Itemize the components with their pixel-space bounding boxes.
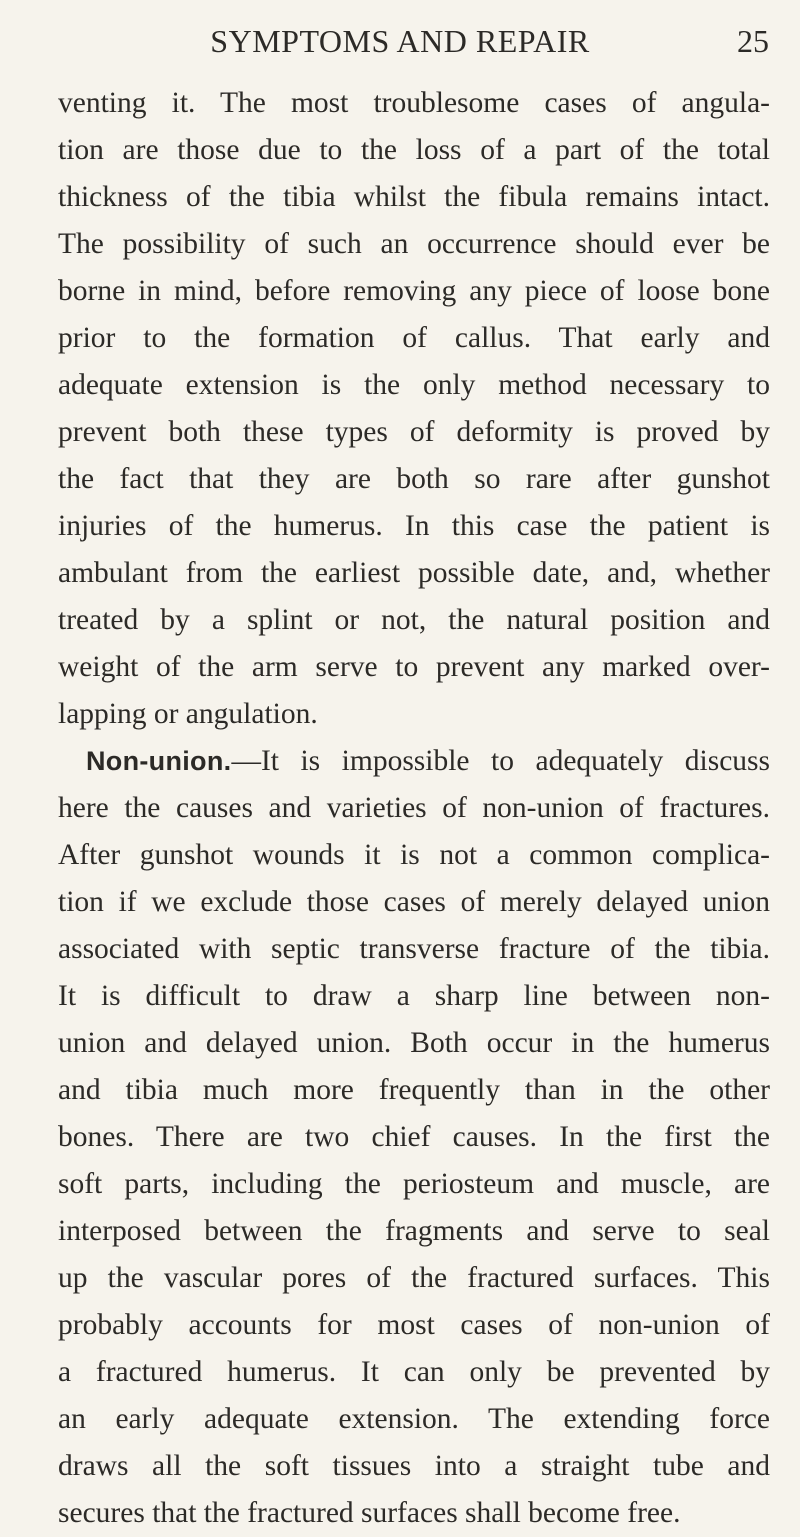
heading-line-text: —It is impossible to adequately discuss (231, 745, 770, 777)
text-line: tion if we exclude those cases of merely delayed union (58, 886, 770, 918)
text-line: draws all the soft tissues into a straight tube and (58, 1450, 770, 1482)
body-text (58, 80, 770, 1537)
text-line: the fact that they are both so rare after gunshot (58, 463, 770, 495)
text-line: After gunshot wounds it is not a common complica- (58, 839, 770, 871)
text-line: bones. There are two chief causes. In the first the (58, 1121, 770, 1153)
text-line: a fractured humerus. It can only be prevented by (58, 1356, 770, 1388)
page-number: 25 (737, 23, 769, 59)
text-line: thickness of the tibia whilst the fibula remains intact. (58, 181, 770, 213)
text-line: up the vascular pores of the fractured surfaces. This (58, 1262, 770, 1294)
text-line (58, 738, 770, 785)
page-header (0, 16, 800, 66)
text-line: prevent both these types of deformity is proved by (58, 416, 770, 448)
text-line: It is difficult to draw a sharp line between non- (58, 980, 770, 1012)
text-line: soft parts, including the periosteum and muscle, are (58, 1168, 770, 1200)
text-line: associated with septic transverse fracture of the tibia. (58, 933, 770, 965)
text-line: adequate extension is the only method necessary to (58, 369, 770, 401)
text-line: union and delayed union. Both occur in the humerus (58, 1027, 770, 1059)
text-line: The possibility of such an occurrence should ever be (58, 228, 770, 260)
text-line: weight of the arm serve to prevent any marked over- (58, 651, 770, 683)
section-heading: Non-union. (86, 746, 232, 776)
text-line: probably accounts for most cases of non-union of (58, 1309, 770, 1341)
text-line: prior to the formation of callus. That early and (58, 322, 770, 354)
text-line: an early adequate extension. The extending force (58, 1403, 770, 1435)
text-line: and tibia much more frequently than in the other (58, 1074, 770, 1106)
text-line: venting it. The most troublesome cases of angula- (58, 87, 770, 119)
text-line: injuries of the humerus. In this case the patient is (58, 510, 770, 542)
running-title: SYMPTOMS AND REPAIR (210, 23, 590, 59)
text-line: lapping or angulation. (58, 698, 318, 730)
text-line: tion are those due to the loss of a part of the total (58, 134, 770, 166)
text-line: interposed between the fragments and serve to seal (58, 1215, 770, 1247)
text-line: here the causes and varieties of non-union of fractures. (58, 792, 770, 824)
text-line: secures that the fractured surfaces shall become free. (58, 1497, 681, 1529)
text-line: ambulant from the earliest possible date, and, whether (58, 557, 770, 589)
text-line: treated by a splint or not, the natural position and (58, 604, 770, 636)
text-line: borne in mind, before removing any piece of loose bone (58, 275, 770, 307)
